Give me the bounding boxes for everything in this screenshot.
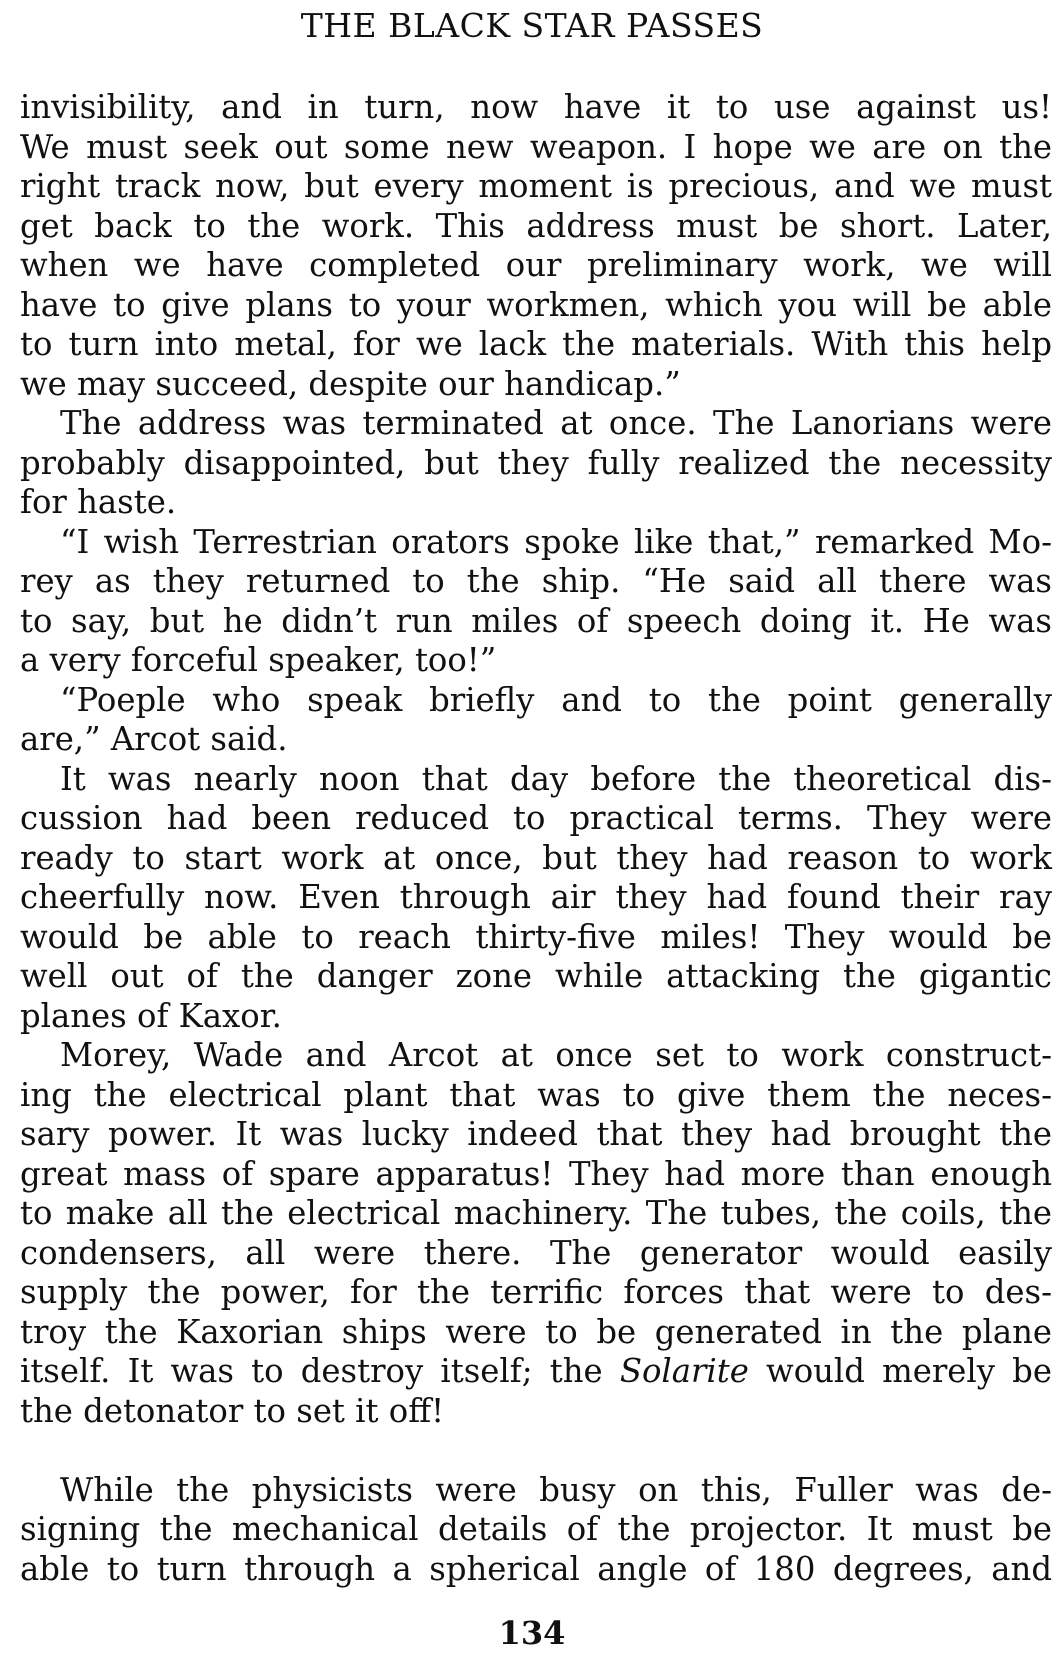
text-line: are,” Arcot said. <box>20 720 288 758</box>
text-line: invisibility, and in turn, now have it to use against us! <box>20 88 1052 126</box>
text-line: cheerfully now. Even through air they had found their ray <box>20 878 1052 916</box>
page-number: 134 <box>498 1614 566 1652</box>
text-line: have to give plans to your workmen, which you will be able <box>20 285 1052 324</box>
ship-name-italic: Solarite <box>619 1352 749 1390</box>
text-line: supply the power, for the terrific forces that were to des- <box>20 1273 1052 1311</box>
body-text <box>20 88 1052 1589</box>
text-line: well out of the danger zone while attacking the gigantic <box>20 957 1052 995</box>
text-line: The address was terminated at once. The Lanorians were <box>60 404 1052 442</box>
text-line: the detonator to set it off! <box>20 1391 445 1430</box>
text-line: ready to start work at once, but they had reason to work <box>20 838 1052 877</box>
text-line: to say, but he didn’t run miles of speech doing it. He was <box>20 601 1052 640</box>
text-line: great mass of spare apparatus! They had more than enough <box>20 1154 1052 1193</box>
text-line: We must seek out some new weapon. I hope we are on the <box>20 127 1052 166</box>
text-line: “Poeple who speak briefly and to the point generally <box>60 680 1052 719</box>
text-line: a very forceful speaker, too!” <box>20 641 497 679</box>
text-line: planes of Kaxor. <box>20 996 282 1035</box>
text-line: to make all the electrical machinery. The tubes, the coils, the <box>20 1194 1052 1232</box>
text-segment: itself. It was to destroy itself; the <box>20 1352 603 1390</box>
text-line: would be able to reach thirty-five miles! They would be <box>20 917 1052 956</box>
text-line: troy the Kaxorian ships were to be generated in the plane <box>20 1312 1052 1351</box>
text-line: sary power. It was lucky indeed that they had brought the <box>20 1115 1052 1153</box>
text-line: condensers, all were there. The generator would easily <box>20 1233 1052 1272</box>
text-line: we may succeed, despite our handicap.” <box>20 364 681 403</box>
text-line: signing the mechanical details of the projector. It must be <box>20 1510 1052 1548</box>
text-line: right track now, but every moment is precious, and we must <box>20 167 1052 205</box>
text-line: when we have completed our preliminary work, we will <box>20 246 1052 284</box>
text-line-with-italic <box>20 1352 1052 1392</box>
text-line: to turn into metal, for we lack the materials. With this help <box>20 325 1052 363</box>
text-line: Morey, Wade and Arcot at once set to work construct- <box>60 1036 1052 1074</box>
text-line: able to turn through a spherical angle of 180 degrees, and <box>20 1549 1052 1588</box>
text-line: ing the electrical plant that was to give them the neces- <box>20 1075 1052 1114</box>
text-line: cussion had been reduced to practical terms. They were <box>20 799 1052 837</box>
section-break <box>20 1431 1052 1471</box>
text-segment: would merely be <box>766 1352 1052 1390</box>
text-line: for haste. <box>20 483 177 521</box>
running-head: THE BLACK STAR PASSES <box>300 6 764 45</box>
text-line: get back to the work. This address must be short. Later, <box>20 206 1052 245</box>
text-line: rey as they returned to the ship. “He said all there was <box>20 562 1052 600</box>
text-line: It was nearly noon that day before the theoretical dis- <box>60 759 1052 798</box>
text-line: probably disappointed, but they fully realized the necessity <box>20 443 1052 482</box>
text-line: While the physicists were busy on this, Fuller was de- <box>60 1470 1052 1509</box>
text-line: “I wish Terrestrian orators spoke like that,” remarked Mo- <box>60 522 1052 561</box>
